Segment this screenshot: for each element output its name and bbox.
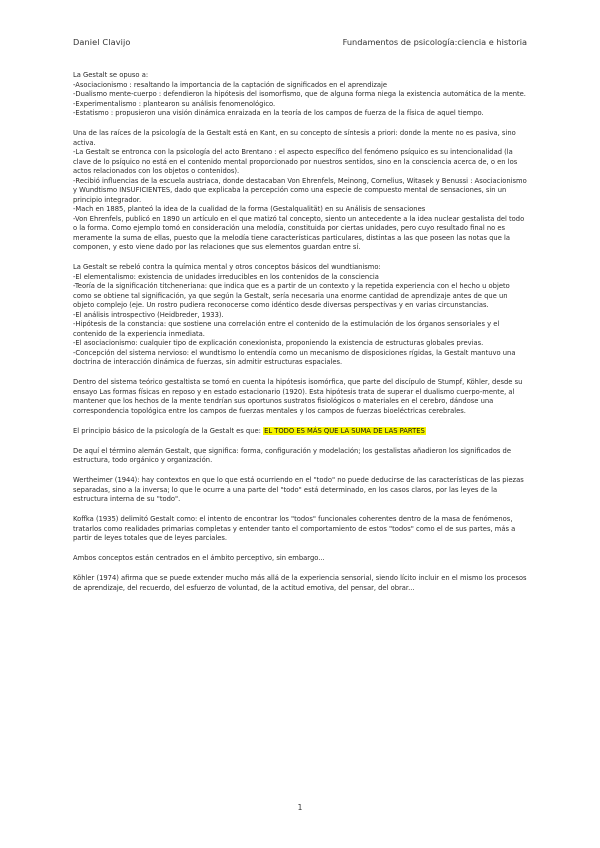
text-line: -Hipótesis de la constancia: que sostiene una correlación entre el contenido de la estimulación de los órganos sensoriales y el contenido de la experiencia inmediata. (73, 320, 500, 338)
text-line: -La Gestalt se entronca con la psicología del acto Brentano : el aspecto específico del fenómeno psíquico es su intencionalidad (la clave de lo psíquico no está en el contenido mental proporcionado por nuestros sentidos, sino en la consciencia acerca de, o en los actos relacionados con los objetos o contenidos). (73, 148, 518, 175)
paragraph-isomorphism: Dentro del sistema teórico gestaltista se tomó en cuenta la hipótesis isomórfica, que parte del discípulo de Stumpf, Köhler, desde su ensayo Las formas físicas en reposo y en estado estacionario (1920). Esta hipótesis trata de superar el dualismo cuerpo-mente, al mantener que los hechos de la mente tendrían sus oportunos sustratos fisiológicos o materiales en el cerebro, dándose una correspondencia topológica entre los campos de fuerzas mentales y los campos de fuerzas bioeléctricas cerebrales. (73, 378, 523, 415)
text-line: -Von Ehrenfels, publicó en 1890 un artículo en el que matizó tal concepto, siento un antecedente a la idea nuclear gestalista del todo o la forma. Como ejemplo tomó en consideración una melodía, constituida por ciertas unidades, pero cuyo resultado final no es meramente la suma de ellas, puesto que la melodía tiene características particulares, distintas a las que poseen las notas que la componen, y esto viene dado por las relaciones que sus elementos guardan entre sí. (73, 214, 525, 251)
text-line: La Gestalt se opuso a: (73, 71, 149, 79)
paragraph-principle (73, 427, 529, 437)
text-line: -El elementalismo: existencia de unidades irreducibles en los contenidos de la consciencia (73, 272, 379, 281)
text-line: -Concepción del sistema nervioso: el wundtismo lo entendía como un mecanismo de disposiciones rígidas, la Gestalt mantuvo una doctrina de interacción dinámica de fuerzas, sin admitir estructuras espaciales. (73, 348, 516, 366)
text-line: La Gestalt se rebeló contra la química mental y otros conceptos básicos del wundtianismo: (73, 263, 381, 271)
highlighted-principle: EL TODO ES MÁS QUE LA SUMA DE LAS PARTES (264, 426, 425, 435)
text-line: -El análisis introspectivo (Heidbreder, 1933). (73, 310, 224, 319)
header-author: Daniel Clavijo (73, 37, 131, 47)
page-number: 1 (297, 803, 303, 812)
text-line: -Experimentalismo : plantearon su análisis fenomenológico. (73, 99, 276, 108)
text-line: -Dualismo mente-cuerpo : defendieron la hipótesis del isomorfismo, que de alguna forma niega la existencia automática de la mente. (73, 90, 526, 98)
principle-intro: El principio básico de la psicología de la Gestalt es que: (73, 426, 264, 435)
text-line: Una de las raíces de la psicología de la Gestalt está en Kant, en su concepto de síntesis a priori: donde la mente no es pasiva, sino activa. (73, 129, 516, 147)
text-line: -Teoría de la significación titcheneriana: que indica que es a partir de un contexto y la repetida experiencia con el hecho u objeto como se obtiene tal significación, ya que según la Gestalt, sería necesaria una enorme cantidad de aprendizaje antes de que un objeto complejo (eje. Un rostro pudiera reconocerse como idéntico desde diversas perspectivas y en varias circunstancias. (73, 282, 510, 309)
paragraph-rebellion (73, 263, 529, 368)
text-line: -Recibió influencias de la escuela austriaca, donde destacaban Von Ehrenfels, Meinong, Cornelius, Witasek y Benussi : Asociacionismo y Wundtismo INSUFICIENTES, dado que explicaba la percepción como una especie de compuesto mental de sensaciones, sin un principio integrador. (73, 176, 527, 204)
paragraph-gestalt-term: De aquí el término alemán Gestalt, que significa: forma, configuración y modelación; los gestalistas añadieron los significados de estructura, todo orgánico y organización. (73, 446, 511, 464)
paragraph-kohler: Köhler (1974) afirma que se puede extender mucho más allá de la experiencia sensorial, siendo lícito incluir en el mismo los procesos de aprendizaje, del recuerdo, del esfuerzo de voluntad, de la actitud emotiva, del pensar, del obrar... (73, 574, 527, 592)
paragraph-opposition (73, 71, 529, 119)
text-line: -Estatismo : propusieron una visión dinámica enraizada en la teoría de los campos de fuerza de la física de aquel tiempo. (73, 109, 484, 117)
paragraph-perceptive: Ambos conceptos están centrados en el ámbito perceptivo, sin embargo... (73, 554, 325, 562)
paragraph-wertheimer: Wertheimer (1944): hay contextos en que lo que está ocurriendo en el "todo" no puede deducirse de las características de las piezas separadas, sino a la inversa; lo que le ocurre a una parte del "todo" está determinado, en los casos claros, por las leyes de la estructura interna de su "todo". (73, 476, 524, 503)
header-course-title: Fundamentos de psicología:ciencia e historia (342, 37, 527, 47)
text-line: -Asociacionismo : resaltando la importancia de la captación de significados en el aprendizaje (73, 80, 388, 89)
text-line: -El asociacionismo: cualquier tipo de explicación conexionista, proponiendo la existencia de estructuras globales previas. (73, 339, 484, 347)
paragraph-koffka: Koffka (1935) delimitó Gestalt como: el intento de encontrar los "todos" funcionales coherentes dentro de la masa de fenómenos, tratarlos como realidades primarias completas y entender tanto el comportamiento de estos "todos" como el de sus partes, más a partir de leyes totales que de leyes parciales. (73, 515, 516, 542)
document-body (73, 71, 529, 604)
text-line: -Mach en 1885, planteó la idea de la cualidad de la forma (Gestalqualität) en su Análisis de sensaciones (73, 205, 426, 213)
paragraph-roots (73, 129, 529, 253)
